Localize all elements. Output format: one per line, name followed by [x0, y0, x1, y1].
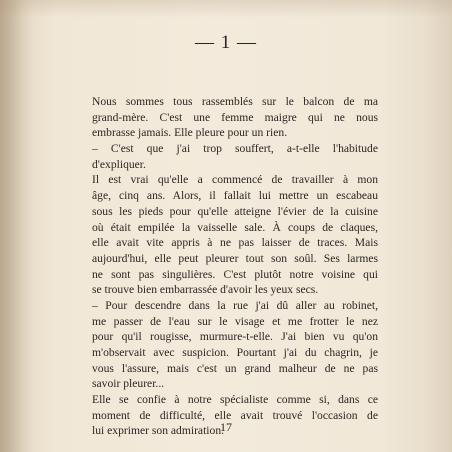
page-top-shadow [0, 0, 452, 18]
text-line: savoir pleurer... [92, 377, 165, 391]
page-number: 17 [220, 420, 232, 434]
text-line: aujourd'hui, elle peut pleurer tout son soûl. Ses larmes [92, 251, 378, 265]
text-line: se trouve bien embarrassée d'avoir les yeux secs. [92, 283, 319, 297]
text-line: – Pour descendre dans la rue j'ai dû aller au robinet, [92, 298, 378, 312]
text-line: ne sont pas singulières. C'est plutôt notre voisine qui [92, 267, 378, 281]
text-line: d'expliquer. [92, 157, 146, 171]
chapter-heading: — 1 — [195, 32, 257, 53]
text-line: embrasse jamais. Elle pleure pour un rien. [92, 126, 288, 140]
body-text [92, 94, 378, 439]
text-line: Il est vrai qu'elle a commencé de travailler à mon [92, 173, 378, 187]
text-line: Nous sommes tous rassemblés sur le balcon de ma [92, 95, 378, 108]
page-gutter-shadow [0, 0, 32, 452]
text-line: – C'est que j'ai trop souffert, a-t-elle l'habitude [92, 142, 378, 156]
text-line: m'observait avec suspicion. Pourtant j'ai du chagrin, je [92, 346, 378, 359]
text-line: me passer de l'eau sur le visage et me frotter le nez [92, 314, 378, 328]
text-line: lui exprimer son admiration. [92, 424, 225, 438]
text-line: où était empilée la vaisselle sale. À coups de claques, [92, 220, 378, 234]
text-line: Elle se confie à notre spécialiste comme si, dans ce [92, 393, 378, 407]
text-line: moment de difficulté, elle avait trouvé l'occasion de [92, 408, 378, 422]
text-line: grand-mère. C'est une femme maigre qui ne nous [92, 110, 378, 124]
text-line: vous l'assure, mais c'est un grand malheur de ne pas [92, 361, 378, 375]
text-line: sous les pieds pour qu'elle atteigne l'évier de la cuisine [92, 204, 378, 218]
text-line: elle avait vite appris à ne pas laisser de traces. Mais [92, 236, 378, 250]
text-line: âge, cinq ans. Alors, il fallait lui mettre un escabeau [92, 189, 378, 203]
text-line: pour qu'il rougisse, murmure-t-elle. J'ai bien vu qu'on [92, 330, 378, 344]
